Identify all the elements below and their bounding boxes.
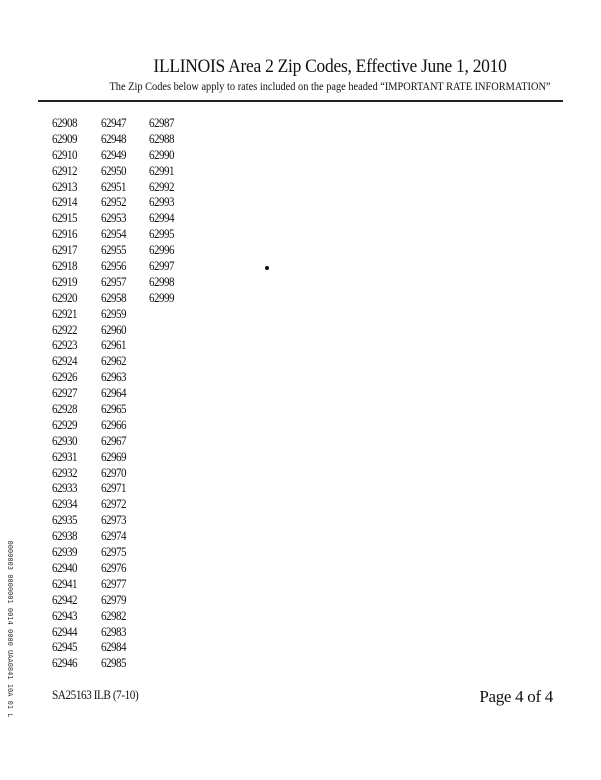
zip-code: 62949 bbox=[101, 146, 127, 162]
zip-code: 62958 bbox=[101, 289, 127, 305]
zip-code: 62973 bbox=[101, 512, 127, 528]
zip-code: 62999 bbox=[149, 289, 175, 305]
zip-code: 62922 bbox=[52, 321, 78, 337]
zip-code: 62991 bbox=[149, 162, 175, 178]
zip-code: 62960 bbox=[101, 321, 127, 337]
zip-code: 62915 bbox=[52, 210, 78, 226]
zip-code: 62918 bbox=[52, 258, 78, 274]
zip-code: 62947 bbox=[101, 115, 127, 130]
zip-code: 62964 bbox=[101, 385, 127, 401]
page-number: Page 4 of 4 bbox=[479, 687, 553, 706]
page-title: ILLINOIS Area 2 Zip Codes, Effective June 1, 2010 bbox=[153, 56, 507, 77]
zip-code: 62928 bbox=[52, 401, 78, 417]
zip-code: 62970 bbox=[101, 464, 127, 480]
zip-code: 62983 bbox=[101, 623, 127, 639]
zip-code: 62935 bbox=[52, 512, 78, 528]
zip-code: 62956 bbox=[101, 258, 127, 274]
zip-code: 62940 bbox=[52, 559, 78, 575]
zip-code: 62934 bbox=[52, 496, 78, 512]
zip-code: 62943 bbox=[52, 607, 78, 623]
zip-code: 62967 bbox=[101, 432, 127, 448]
zip-code: 62953 bbox=[101, 210, 127, 226]
zip-code: 62992 bbox=[149, 178, 175, 194]
zip-code: 62994 bbox=[149, 210, 175, 226]
zip-code: 62921 bbox=[52, 305, 78, 321]
zip-code: 62976 bbox=[101, 559, 127, 575]
zip-code: 62930 bbox=[52, 432, 78, 448]
zip-code: 62952 bbox=[101, 194, 127, 210]
zip-code: 62985 bbox=[101, 655, 127, 671]
zip-column-2 bbox=[101, 115, 131, 671]
zip-code: 62995 bbox=[149, 226, 175, 242]
zip-code: 62998 bbox=[149, 273, 175, 289]
zip-code: 62977 bbox=[101, 575, 127, 591]
zip-code: 62909 bbox=[52, 130, 78, 146]
stray-dot bbox=[265, 266, 269, 270]
zip-code: 62932 bbox=[52, 464, 78, 480]
side-barcode-text: 0000003 0000001 0014 0000 UAA0841 10A 01 L bbox=[6, 540, 14, 718]
zip-code: 62941 bbox=[52, 575, 78, 591]
zip-code: 62971 bbox=[101, 480, 127, 496]
zip-code: 62969 bbox=[101, 448, 127, 464]
zip-code: 62917 bbox=[52, 242, 78, 258]
zip-code: 62957 bbox=[101, 273, 127, 289]
page-subtitle: The Zip Codes below apply to rates included on the page headed “IMPORTANT RATE INFORMATION” bbox=[109, 81, 551, 93]
zip-code: 62987 bbox=[149, 115, 175, 130]
zip-code: 62931 bbox=[52, 448, 78, 464]
zip-code: 62974 bbox=[101, 528, 127, 544]
zip-code: 62990 bbox=[149, 146, 175, 162]
zip-code: 62975 bbox=[101, 544, 127, 560]
zip-code: 62910 bbox=[52, 146, 78, 162]
zip-code: 62919 bbox=[52, 273, 78, 289]
zip-code: 62982 bbox=[101, 607, 127, 623]
zip-code: 62954 bbox=[101, 226, 127, 242]
zip-column-3 bbox=[149, 115, 179, 306]
zip-code: 62923 bbox=[52, 337, 78, 353]
zip-code: 62962 bbox=[101, 353, 127, 369]
zip-code: 62926 bbox=[52, 369, 78, 385]
zip-code: 62963 bbox=[101, 369, 127, 385]
zip-code: 62927 bbox=[52, 385, 78, 401]
zip-code: 62920 bbox=[52, 289, 78, 305]
zip-code: 62946 bbox=[52, 655, 78, 671]
zip-code: 62945 bbox=[52, 639, 78, 655]
zip-code: 62984 bbox=[101, 639, 127, 655]
zip-code: 62996 bbox=[149, 242, 175, 258]
zip-code: 62988 bbox=[149, 130, 175, 146]
zip-code: 62950 bbox=[101, 162, 127, 178]
zip-code: 62948 bbox=[101, 130, 127, 146]
zip-code: 62997 bbox=[149, 258, 175, 274]
zip-code: 62965 bbox=[101, 401, 127, 417]
zip-code: 62929 bbox=[52, 416, 78, 432]
zip-code: 62916 bbox=[52, 226, 78, 242]
form-code: SA25163 ILB (7-10) bbox=[52, 688, 139, 702]
zip-code: 62944 bbox=[52, 623, 78, 639]
zip-column-1 bbox=[52, 115, 82, 671]
zip-code: 62914 bbox=[52, 194, 78, 210]
zip-code: 62942 bbox=[52, 591, 78, 607]
zip-code: 62972 bbox=[101, 496, 127, 512]
zip-code: 62908 bbox=[52, 115, 78, 130]
zip-code: 62966 bbox=[101, 416, 127, 432]
zip-code: 62939 bbox=[52, 544, 78, 560]
header-divider bbox=[38, 100, 563, 102]
zip-code: 62912 bbox=[52, 162, 78, 178]
zip-code: 62913 bbox=[52, 178, 78, 194]
zip-code: 62924 bbox=[52, 353, 78, 369]
zip-code: 62961 bbox=[101, 337, 127, 353]
zip-code: 62955 bbox=[101, 242, 127, 258]
zip-code: 62951 bbox=[101, 178, 127, 194]
zip-code: 62959 bbox=[101, 305, 127, 321]
zip-code: 62993 bbox=[149, 194, 175, 210]
zip-code: 62938 bbox=[52, 528, 78, 544]
zip-code: 62979 bbox=[101, 591, 127, 607]
zip-code: 62933 bbox=[52, 480, 78, 496]
